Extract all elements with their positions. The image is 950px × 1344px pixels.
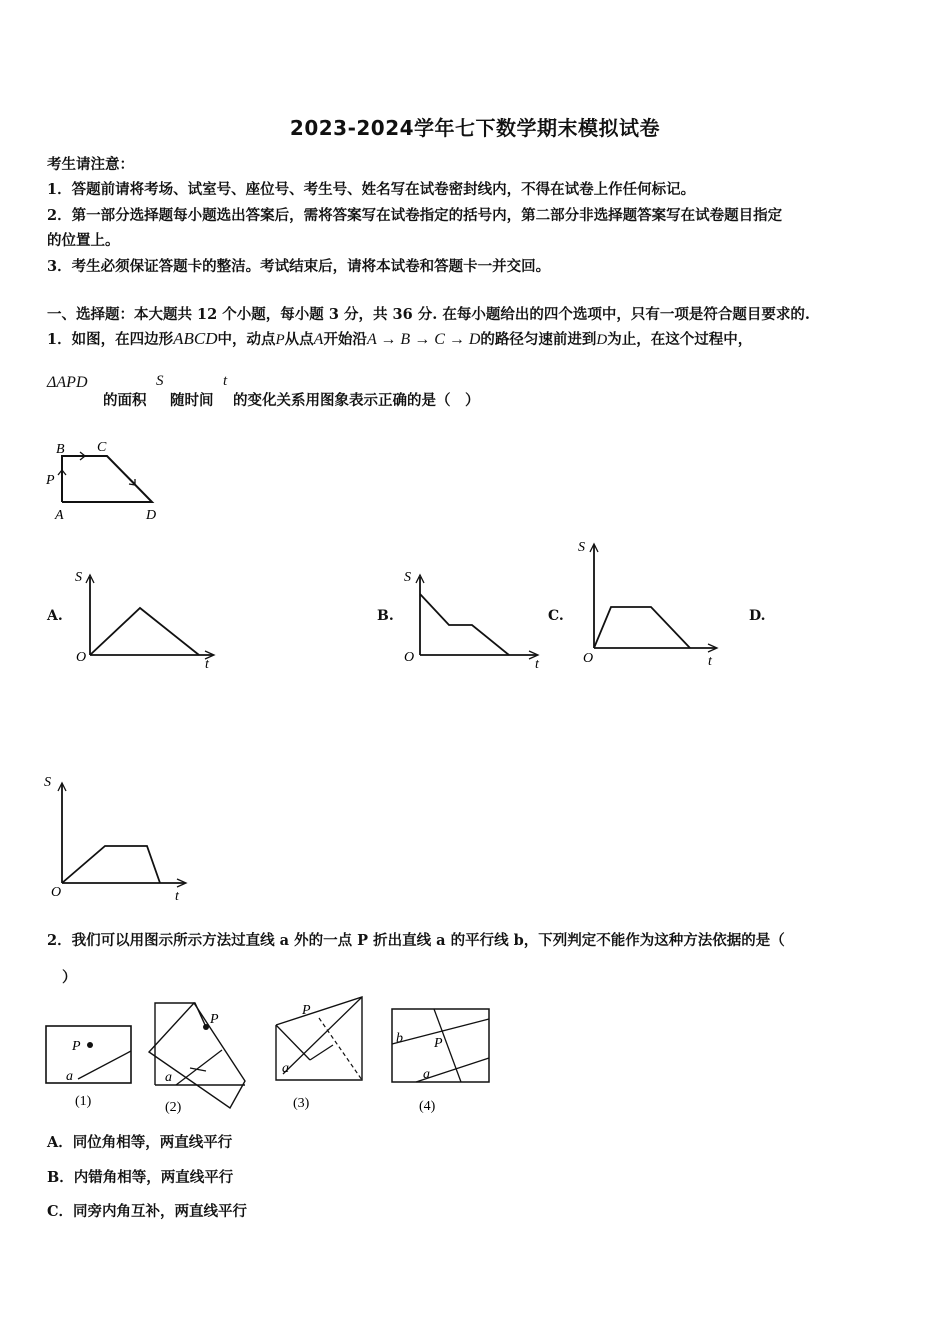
graph-option-a[interactable] bbox=[68, 565, 228, 675]
option-d-label[interactable]: D. bbox=[749, 608, 766, 624]
fold-figure-1 bbox=[40, 1018, 140, 1118]
question-2-line-2: ） bbox=[62, 969, 77, 986]
svg-text:O: O bbox=[404, 650, 415, 665]
svg-text:P: P bbox=[210, 1012, 219, 1027]
svg-text:(1): (1) bbox=[75, 1094, 92, 1109]
page-title: 2023-2024学年七下数学期末模拟试卷 bbox=[289, 116, 661, 140]
svg-text:(4): (4) bbox=[419, 1099, 436, 1114]
label-p: P bbox=[46, 473, 55, 488]
triangle-apd: ΔAPD bbox=[47, 374, 88, 391]
svg-text:S: S bbox=[44, 775, 51, 790]
question-1-line-1: 1．如图，在四边形ABCD中，动点P从点A开始沿A → B → C → D的路径匀速前进到D为止，在这个过程中， bbox=[47, 329, 753, 348]
svg-text:t: t bbox=[535, 657, 539, 672]
notice-item-1: 1．答题前请将考场、试室号、座位号、考生号、姓名写在试卷密封线内，不得在试卷上作任何标记。 bbox=[47, 181, 696, 198]
notice-item-2: 2．第一部分选择题每小题选出答案后，需将答案写在试卷指定的括号内，第二部分非选择题答案写在试卷题目指定 bbox=[47, 207, 783, 224]
svg-text:S: S bbox=[404, 570, 411, 585]
svg-text:(2): (2) bbox=[165, 1100, 182, 1115]
label-a: A bbox=[55, 508, 64, 523]
section-heading: 一、选择题：本大题共 12 个小题，每小题 3 分，共 36 分. 在每小题给出的四个选项中，只有一项是符合题目要求的. bbox=[47, 306, 810, 323]
symbol-s: S bbox=[156, 373, 164, 389]
svg-text:O: O bbox=[583, 651, 594, 666]
question-1-text-time: 随时间 bbox=[170, 392, 214, 409]
svg-text:P: P bbox=[434, 1036, 443, 1051]
svg-text:O: O bbox=[51, 885, 62, 900]
graph-option-d[interactable] bbox=[40, 770, 200, 905]
quadrilateral-figure bbox=[40, 435, 170, 525]
notice-heading: 考生请注意： bbox=[47, 156, 134, 173]
svg-text:O: O bbox=[76, 650, 87, 665]
svg-text:a: a bbox=[423, 1067, 430, 1082]
label-c: C bbox=[97, 440, 107, 455]
svg-text:S: S bbox=[578, 540, 585, 555]
symbol-t: t bbox=[223, 373, 228, 389]
question-1-text-end: 的变化关系用图象表示正确的是（ ） bbox=[233, 392, 480, 409]
fold-figure-4 bbox=[386, 1002, 496, 1120]
svg-text:t: t bbox=[175, 889, 179, 904]
svg-text:P: P bbox=[72, 1039, 81, 1054]
question-2-line-1: 2．我们可以用图示所示方法过直线 a 外的一点 P 折出直线 a 的平行线 b，下列判定不能作为这种方法依据的是（ bbox=[47, 932, 785, 949]
svg-text:a: a bbox=[165, 1070, 172, 1085]
q2-option-c[interactable]: C．同旁内角互补，两直线平行 bbox=[47, 1203, 248, 1220]
fold-figure-3 bbox=[268, 990, 373, 1120]
option-b-label[interactable]: B. bbox=[377, 608, 394, 624]
graph-option-c[interactable] bbox=[570, 535, 730, 670]
notice-item-3: 3．考生必须保证答题卡的整洁。考试结束后，请将本试卷和答题卡一并交回。 bbox=[47, 258, 551, 275]
svg-text:b: b bbox=[396, 1031, 403, 1046]
option-a-label[interactable]: A. bbox=[47, 608, 63, 624]
option-c-label[interactable]: C. bbox=[548, 608, 564, 624]
fold-figure-2 bbox=[140, 995, 255, 1120]
svg-text:P: P bbox=[302, 1003, 311, 1018]
label-d: D bbox=[146, 508, 157, 523]
svg-text:t: t bbox=[708, 654, 712, 669]
svg-text:a: a bbox=[66, 1069, 73, 1084]
svg-text:t: t bbox=[205, 657, 209, 672]
q2-option-b[interactable]: B．内错角相等，两直线平行 bbox=[47, 1169, 234, 1186]
svg-text:S: S bbox=[75, 570, 82, 585]
svg-text:(3): (3) bbox=[293, 1096, 310, 1111]
question-1-text-area: 的面积 bbox=[103, 392, 147, 409]
notice-item-2-cont: 的位置上。 bbox=[47, 232, 120, 249]
label-b: B bbox=[56, 442, 65, 457]
graph-option-b[interactable] bbox=[398, 565, 548, 675]
q2-option-a[interactable]: A．同位角相等，两直线平行 bbox=[47, 1134, 233, 1151]
svg-text:a: a bbox=[282, 1061, 289, 1076]
